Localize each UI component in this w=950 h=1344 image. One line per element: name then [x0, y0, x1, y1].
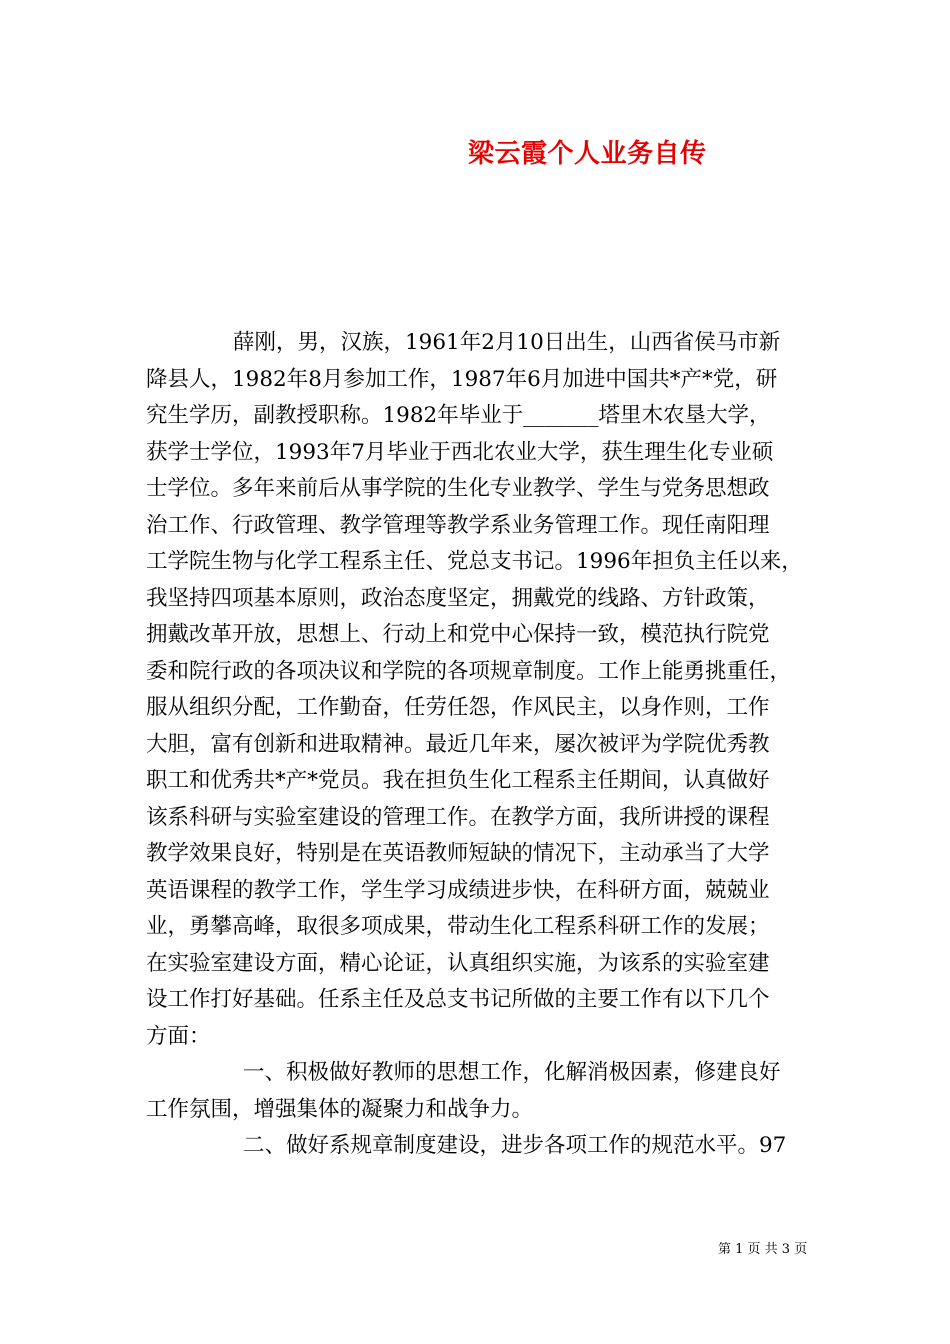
body-line: 降县人，1982年8月参加工作，1987年6月加进中国共*产*党，研 [146, 366, 778, 392]
body-line: 士学位。多年来前后从事学院的生化专业教学、学生与党务思想政 [146, 476, 770, 501]
body-line: 方面： [146, 1023, 211, 1049]
body-line: 究生学历，副教授职称。1982年毕业于_______塔里木农垦大学， [146, 403, 771, 428]
body-line: 二、做好系规章制度建设，进步各项工作的规范水平。97 [243, 1133, 787, 1158]
body-line: 薛刚，男，汉族，1961年2月10日出生，山西省侯马市新 [233, 330, 781, 355]
body-line: 服从组织分配，工作勤奋，任劳任怨，作风民主，以身作则，工作 [146, 695, 770, 720]
body-line: 该系科研与实验室建设的管理工作。在教学方面，我所讲授的课程 [146, 804, 770, 830]
body-line: 大胆，富有创新和进取精神。最近几年来，屡次被评为学院优秀教 [146, 731, 770, 757]
body-line: 委和院行政的各项决议和学院的各项规章制度。工作上能勇挑重任， [146, 658, 792, 684]
page-number-footer: 第 1 页 共 3 页 [718, 1242, 808, 1257]
body-line: 在实验室建设方面，精心论证，认真组织实施，为该系的实验室建 [146, 950, 770, 976]
body-line: 一、积极做好教师的思想工作，化解消极因素，修建良好 [243, 1060, 781, 1085]
body-line: 英语课程的教学工作，学生学习成绩进步快，在科研方面，兢兢业 [146, 877, 770, 903]
body-line: 工作氛围，增强集体的凝聚力和战争力。 [146, 1096, 534, 1122]
body-line: 业，勇攀高峰，取很多项成果，带动生化工程系科研工作的发展； [146, 914, 770, 939]
document-body [146, 325, 814, 1165]
body-line: 拥戴改革开放，思想上、行动上和党中心保持一致，模范执行院党 [146, 622, 770, 647]
body-line: 获学士学位，1993年7月毕业于西北农业大学，获生理生化专业硕 [146, 439, 774, 465]
body-line: 教学效果良好，特别是在英语教师短缺的情况下，主动承当了大学 [146, 841, 770, 866]
body-line: 设工作打好基础。任系主任及总支书记所做的主要工作有以下几个 [146, 987, 770, 1012]
document-title: 梁云霞个人业务自传 [468, 139, 707, 169]
body-line: 治工作、行政管理、教学管理等教学系业务管理工作。现任南阳理 [146, 512, 770, 538]
body-line: 我坚持四项基本原则，政治态度坚定，拥戴党的线路、方针政策， [146, 585, 770, 611]
body-line: 工学院生物与化学工程系主任、党总支书记。1996年担负主任以来， [146, 549, 803, 574]
body-line: 职工和优秀共*产*党员。我在担负生化工程系主任期间，认真做好 [146, 768, 770, 793]
